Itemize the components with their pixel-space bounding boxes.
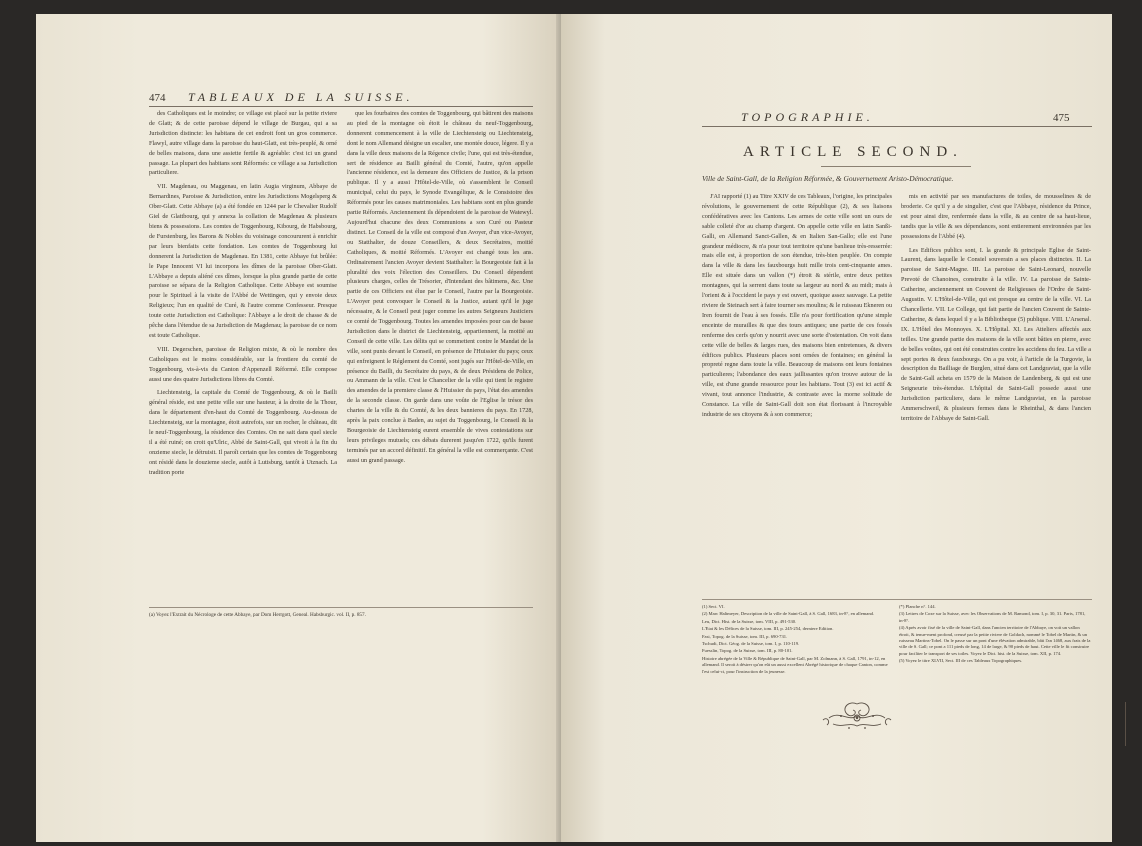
footnote-rule: [149, 607, 533, 608]
right-notes-right: [899, 604, 1091, 714]
left-page-number: 474: [149, 92, 166, 104]
right-page: [561, 14, 1112, 842]
note-item: L'Etat & les Délices de la Suisse, tom. III, p. 245-254, derniere Edition.: [702, 626, 834, 632]
notes-rule: [702, 599, 1092, 600]
right-head-rule: [702, 126, 1092, 127]
note-item: (5) Voyez le titre XLVII, Sect. III de ces Tableaux Topographiques.: [899, 658, 1023, 664]
paragraph: mis en activité par ses manufactures de toiles, de mousselines & de broderie. Ce qu'il y a de singulier, c'est que l'Abbaye, résidence du Prince, est pour ainsi dire, renfermée dans la ville, & au centre de sa haut-lieue, tandis que la ville & ses dépendances, sont entierement environnées par les possessions de l'Abbé (4).: [901, 193, 1091, 240]
left-head-rule: [149, 106, 533, 107]
paragraph: que les fourbaires des comtes de Toggenbourg, qui bâtirent des maisons au pied de la montagne où étoit le château du neuf-Toggenbourg, donnerent commencement à la ville de Liechtensteig ou Liechtensteig, dont le nom Allemand désigne un escalier, une montée douce, légere. Il y a dans la ville deux maisons de la Régence civile; l'une, qui est très-étendue, sert de résidence au Bailli général du Comté, l'autre, qu'on appelle l'ancienne résidence, est la demeure des Officiers de Justice, & la prison publique. Il y a aussi l'Hôtel-de-Ville, où s'assemblent le Conseil municipal, celui du pays, le Synode Evangélique, & le Consistoire des Réformés pour les causes matrimoniales. Les habitans sont en plus grande partie Réformés. Anciennement ils dépendoient de la paroisse de Watewyl. Aujourd'hui chacune des deux Communions a son Curé ou Pasteur distinct. Le Conseil de la ville est composé d'un Avoyer, d'un vice-Avoyer, ou Statthalter, de douze Conseillers, & deux Secrétaires, moitié Catholiques, & moitié Réformés. L'Avoyer est changé tous les ans. Ordinairement l'ancien Avoyer devient Statthalter: la Bourgeoisie fait à la pluralité des voix l'élection des Conseillers. Du Conseil dépendent plusieurs charges, celles de Trésorier, d'Intendant des bâtimens, &c. Une partie de ces Officiers est élue par le Conseil, l'autre par la Bourgeoisie. L'Avoyer peut convoquer le Conseil & la Justice, autant qu'il le juge nécessaire, & le Conseil peut juger comme les autres Seigneurs Justiciers ce comté de Toggenbourg. Toutes les amendes imposées pour cas de basse Jurisdiction dans le district de Liechtensteig, appartiennent, la moitié au Conseil de cette ville. Les délits qui se commettent contre le Mandat de la ville, sont punis devant le Conseil, en présence de l'Huissier du pays; ceux qui enfreignent le Réglement du Comté, sont jugés sur l'Hôtel-de-Ville, en présence du Bailli, du Secrétaire du pays, & de deux Présidens de Police, ou Ammann de la ville. C'est le Chancelier de la ville qui tient le registre des amendes de la premiere classe & l'Huissier du pays, l'état des amendes de la seconde classe. On garde dans une voûte de l'Eglise le trésor des chartes de la ville & du Comté, & les deux bannieres du pays. En 1728, après la paix conclue à Baden, au sujet du Toggenbourg, le Conseil & la Bourgeoisie de Liechtensteig eurent ensemble de vives contestations sur leurs privileges mutuels; ces débats durerent jusqu'en 1722, qu'ils furent terminés par un accord définitif. En général la ville est commerçante. C'est aussi un grand passage.: [347, 110, 533, 464]
bookmark-ribbon: [1125, 702, 1126, 746]
paragraph: VII. Magdenau, ou Maggenau, en latin Augia virginum, Abbaye de Bernardines, Paroisse & Jurisdiction, entre les Jurisdictions Mogelsperg & Ober-Glatt. Cette Abbaye (a) a été fondée en 1244 par le Chevalier Rudolf Giel de Glattbourg, qui y annexa la collation de Magdenau & plusieurs biens & possessions. Les comtes de Toggenbourg, Kibourg, de Habsbourg, de Furstenburg, les Barons & Nobles du voisinage concoururent à enrichir par leurs bienfaits cette fondation. Les comtes de Toggenbourg lui donnerent la Jurisdiction de Magdenau. En 1381, cette Abbaye fut brûlée: le Pape Innocent VI lui incorpora les dîmes de la paroisse Ober-Glatt. L'Abbaye a depuis aliéné ces dîmes, lorsque la plus grande partie de cette paroisse se sépara de la Religion Catholique. Cette Abbaye est soumise pour le Spirituel à la visite de l'Abbé de Wettingen, qui y envoie deux Religieux; l'un en qualité de Curé, & l'autre comme Confesseur. Presque toute cette Jurisdiction est Catholique: l'Abbaye a le droit de chasse & de pêche dans l'étendue de sa Jurisdiction de Magdenau; la paroisse de ce nom est toute Catholique.: [149, 183, 337, 339]
note-item: Histoire abrégée de la Ville & République de Saint-Gall, par M. Zolmann, à S. Gall, 1791, in-12, en allemand. Il seroit à désirer qu'on eût un aussi excellent Abrégé historique de chaque Canton, comme l'est celui-ci, pour l'instruction de la jeunesse.: [702, 655, 888, 674]
note-item: (2) Marc Haltmeyer, Description de la ville de Saint-Gall, à S. Gall, 1683, in-8°, en allemand.: [702, 611, 875, 617]
article-title: ARTICLE SECOND.: [743, 144, 963, 160]
paragraph: Liechtensteig, la capitale du Comté de Toggenbourg, & où le Bailli général réside, est une petite ville sur une hauteur, à la droite de la Thour, dans le département d'en-haut du Comté de Toggenbourg. Au-dessus de Liechtensteig, sur la montagne, étoit autrefois, sur un rocher, le château, dit le neuf-Toggenbourg, la résidence des Comtes. On ne sait dans quel siecle il a été ruiné; on croit qu'Ulric, Abbé de Saint-Gall, qui vivoit à la fin du onzieme siecle, le détruisit. Il paroît certain que les comtes de Toggenbourg ont résidé dans le douzieme siecle, autôt à Lutisburg, tantôt à Utznach. La tradition porte: [149, 389, 337, 476]
left-page: [36, 14, 561, 842]
paragraph: Les Edifices publics sont, I. la grande & principale Eglise de Saint-Laurent, dans laquelle le Consiel souverain a ses places distinctes. II. La paroisse de Saint-Magne. III. La paroisse de Saint-Leonard, nouvelle Prevoté de Chanoines, construite à la ville. IV. La paroisse de Sainte-Catherine, anciennement un Couvent de Religieuses de l'Ordre de Saint-Augustin. V. L'Hôtel-de-Ville, qui est presque au centre de la ville. VI. La Chancellerie. VII. Le College, qui fait partie de l'ancien Couvent de Sainte-Catherine, & dans lequel il y a la Bibliotheque (5) publique. VIII. L'Arsenal. IX. L'Hôtel des Monnoyes. X. L'Hôpital. XI. Les Atteliers affectés aux teilles. Une grande partie des maisons de la ville sont bâties en pierre, avec de belles voûtes, qui ont été construites contre les accidens du feu. La ville a sept portes & deux fauxbourgs. On a pu voir, à l'article de la Turgovie, la description du Bailliage de Burglen, situé dans cet Landgraviat, que la ville de Saint-Gall acheta en 1579 de la Maison de Landenberg, & qui est une Seigneurie très-étendue. L'hôpital de Saint-Gall possede aussi une Jurisdiction particuliere, dans le même Landgraviat, en la paroisse Ammerschweil, & plusieurs fermes dans le Rheinthal, & dans l'ancien territoire de l'Abbaye de Saint-Gall.: [901, 246, 1091, 422]
note-item: (*) Planche n°. 144.: [899, 604, 936, 609]
right-column-1: [702, 192, 892, 592]
note-item: Fuesslin, Topog. de la Suisse, tom. III, p. 80-101.: [702, 648, 793, 654]
note-item: (1) Sect. VI.: [702, 604, 725, 609]
left-column-2: [347, 109, 533, 594]
note-item: (3) Lettres de Coxe sur la Suisse, avec les Observations de M. Ramond, tom. I, p. 30, 31. Paris, 1781, in-8°.: [899, 611, 1086, 623]
note-item: Leu, Dict. Hist. de la Suisse, tom. VIII, p. 491-530.: [702, 618, 797, 624]
book-spread: [36, 14, 1112, 842]
left-footnote: (a) Voyez l'Extrait du Nécrologe de cette Abbaye, par Dom Herrgott, Geneal. Habsburgic. vol. II, p. 857.: [149, 612, 366, 618]
tailpiece-ornament: [819, 698, 895, 734]
note-item: Tschudi, Dict. Géog. de la Suisse, tom. I, p. 110-119.: [702, 641, 800, 647]
right-running-head: TOPOGRAPHIE.: [741, 110, 874, 124]
article-subtitle: Ville de Saint-Gall, de la Religion Réformée, & Gouvernement Aristo-Démocratique.: [702, 174, 954, 183]
right-page-number: 475: [1053, 112, 1070, 124]
left-running-head: TABLEAUX DE LA SUISSE.: [188, 90, 414, 104]
left-column-1: [149, 109, 337, 594]
right-column-2: [901, 192, 1091, 592]
note-item: (4) Après avoir fixé de la ville de Saint-Gall, dans l'ancien territoire de l'Abbaye, on voit un vallon étroit, & tenue-ment profond, creusé par la petite riviere de Goldach, nommé le Tobel de Martin, & un ruisseau Martins-Tobel. On le passe sur un pont d'une élévation admirable, bâti l'an 1468, aux frais de la ville de S. Gall; ce pont a 111 pieds de long, 14 de large, & 90 pieds de haut. Cette ville le fit construire pour faciliter le transport de ses toiles. Voyez le Dict. hist. de la Suisse, tom. XII, p. 174.: [899, 625, 1091, 656]
paragraph: VIII. Degerschen, paroisse de Religion mixte, & où le nombre des Catholiques est le moins considérable, sur la frontiere du comté de Toggenbourg, vis-à-vis du Canton d'Appenzell Réformé. Elle compose aussi une des quatre Jurisdictions libres du Comté.: [149, 345, 337, 383]
note-item: Fasi, Topog. de la Suisse, tom. III, p. 690-731.: [702, 633, 788, 639]
paragraph: des Catholiques est le moindre; ce village est placé sur la petite riviere de Glatt; & de cette paroisse dépend le village de Burgau, qui a sa Jurisdiction distincte: les habitans de cet endroit font un gros commerce. Flawyl, autre village dans la paroisse du haut-Glatt, est très-peuplé, & orné de belles maisons, dans une assiette fertile & agréable: c'est ici un grand passage. La plupart des habitans sont Réformés: ce village a sa Jurisdiction particuliere.: [149, 110, 337, 177]
title-rule: [821, 166, 971, 167]
paragraph: J'AI rapporté (1) au Titre XXIV de ces Tableaux, l'origine, les principales révolutions, le gouvernement de cette République (2), & ses liaisons confédératives avec les Cantons. Les armes de cette ville sont un ours de sable colleté d'or au champ d'argent. On appelle cette ville en latin Sanßi-Galli, en Allemand Sanct-Gallen, & en Italien San-Gallo; elle est l'une grandeur médiocre, & n'a pour tout territoire qu'une banlieue très-resserrée: mais elle est, à proportion de son étendue, très-bien peuplée. On compte dans la ville & dans les fauxbourgs huit mille trois cent-cinquante ames. Elle est située dans un vallon (*) étroit & stérile, entre deux petites montagnes, qui la serrent dans toute sa largeur au nord & au midi; mais à l'orient & à l'occident le pays y est ouvert, quoique assez sauvage. La petite riviere de Steinach sert à faire tourner ses moulins; & le ruisseau Ekneren ou Iren fournit de l'eau à ses fossés. Elle n'a pour fortification qu'une simple enceinte de murailles & que des tours antiques; une partie de ces fossés renferme des cerfs qu'on y nourrit avec une sorte d'ostentation. On voit dans cette ville de belles & larges rues, des maisons bien entretenues, & divers édifices publics. Plusieurs places sont ornées de fontaines; en général la propreté regne dans toute la ville. Beaucoup de maisons ont leurs fontaines particulieres; l'abondance des eaux jaillissantes qu'on trouve autour de la ville, est d'une grande ressource pour les habitans. Tout (3) est ici actif & vivant, tout annonce l'industrie, & contraste avec la morne solitude de Constance. La ville de Saint-Gall doit son état florissant à l'incroyable industrie de ses citoyens & à son commerce;: [702, 193, 892, 418]
